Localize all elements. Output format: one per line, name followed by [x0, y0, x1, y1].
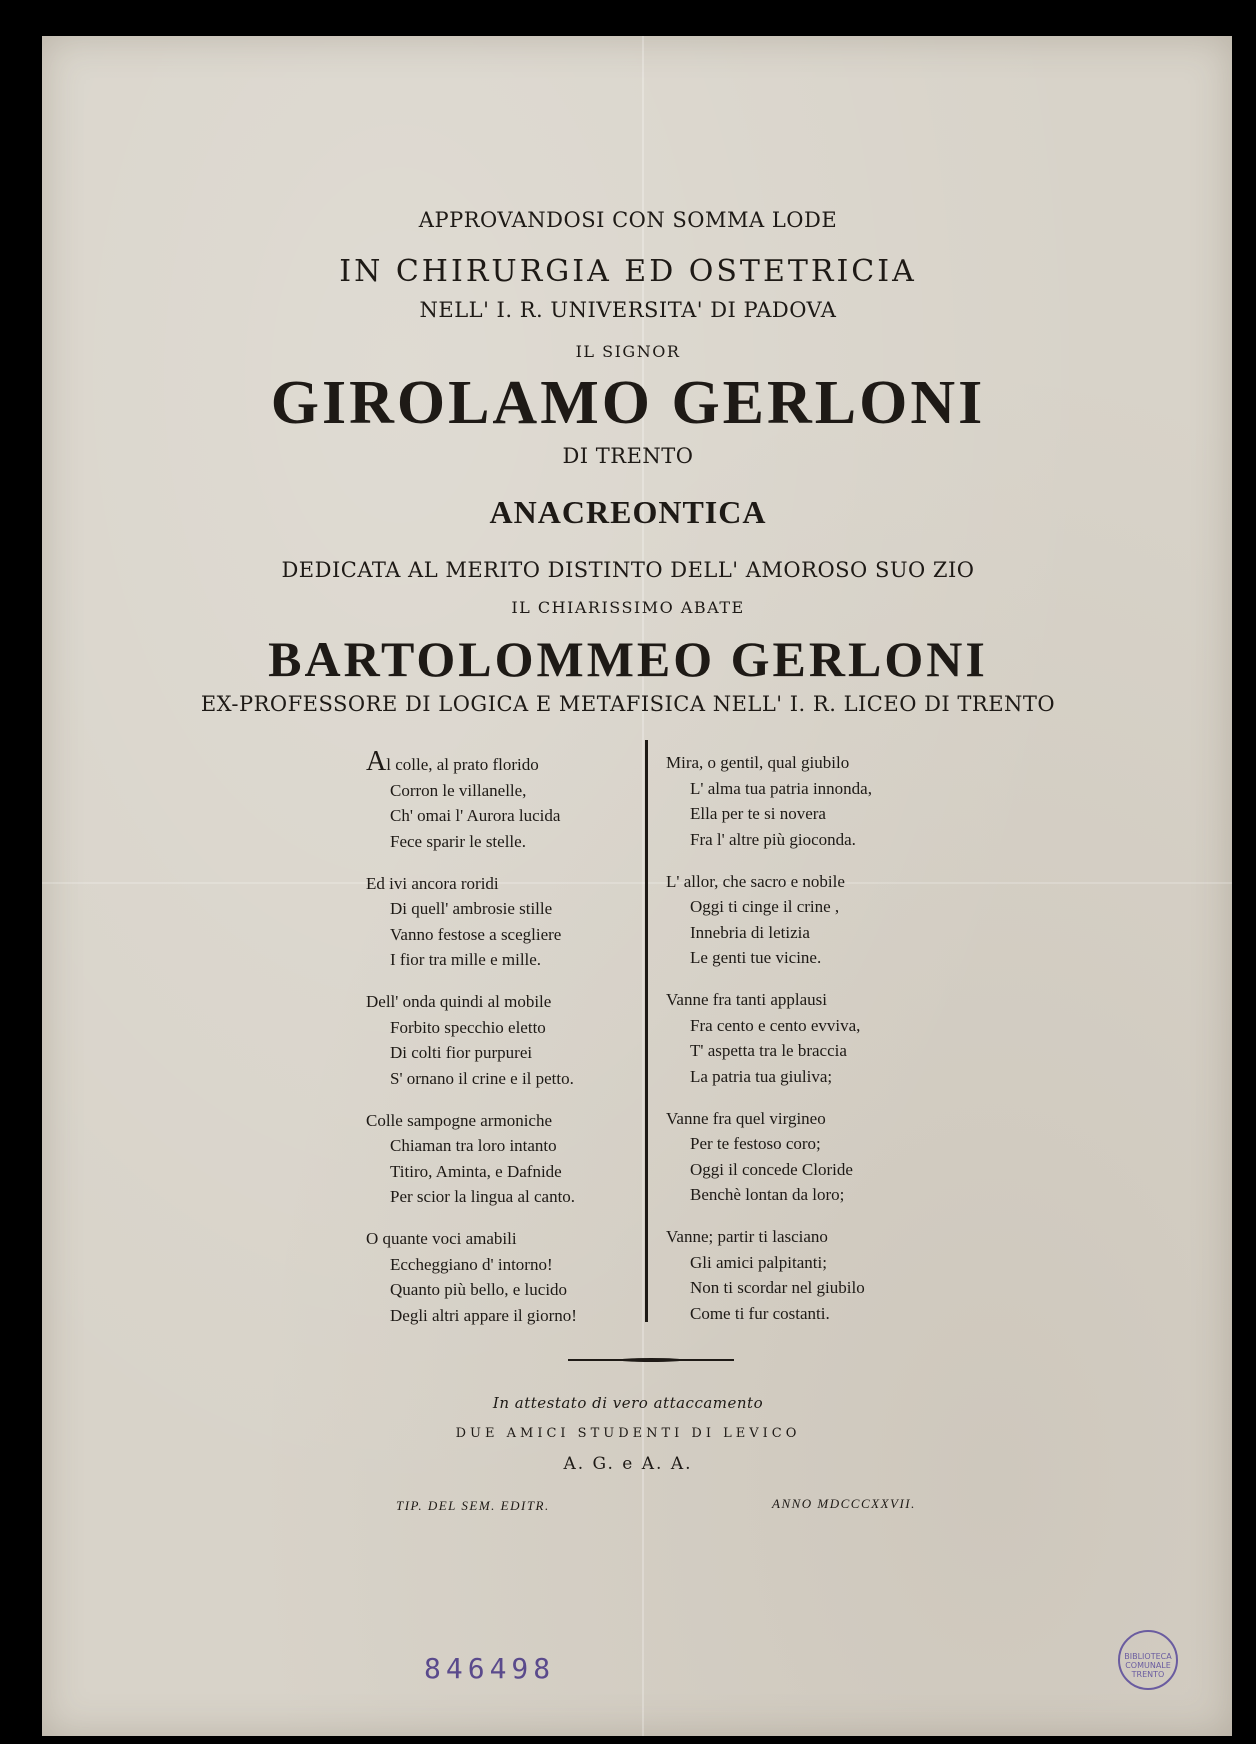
poem-line: S' ornano il crine e il petto. — [390, 1068, 574, 1088]
poem-stanza — [666, 869, 872, 971]
fold-line-horizontal — [42, 882, 1232, 884]
poem-line: Per te festoso coro; — [690, 1134, 821, 1153]
header-line-3: NELL' I. R. UNIVERSITA' DI PADOVA — [419, 298, 837, 322]
poem-line: T' aspetta tra le braccia — [690, 1041, 847, 1060]
poem-line: Di colti fior purpurei — [390, 1043, 533, 1062]
poem-line: I fior tra mille e mille. — [390, 950, 542, 969]
genre-title: ANACREONTICA — [489, 494, 767, 530]
poem-line: Fra cento e cento evviva, — [690, 1015, 861, 1035]
poem-line: Chiaman tra loro intanto — [390, 1136, 557, 1155]
poem-stanza — [666, 987, 872, 1089]
poem-line: Le genti tue vicine. — [690, 948, 822, 967]
poem-line: Ella per te si novera — [690, 804, 826, 823]
header-line-4: IL SIGNOR — [575, 342, 681, 361]
poem-stanza — [366, 989, 577, 1091]
poem-line: Oggi il concede Cloride — [690, 1159, 853, 1179]
poem-stanza — [366, 1226, 577, 1328]
poem-line: Gli amici palpitanti; — [690, 1252, 827, 1272]
dedication-line: DEDICATA AL MERITO DISTINTO DELL' AMOROSO SUO ZIO — [281, 558, 975, 582]
poem-line: Quanto più bello, e lucido — [390, 1280, 568, 1299]
honoree-origin: DI TRENTO — [562, 444, 694, 468]
poem-line: L' alma tua patria innonda, — [690, 778, 872, 798]
poem-line: Per scior la lingua al canto. — [390, 1187, 576, 1206]
library-stamp-text: BIBLIOTECA COMUNALE TRENTO — [1124, 1652, 1172, 1679]
poem-line-text: l colle, al prato florido — [386, 755, 539, 774]
poem-line: Colle sampogne armoniche — [366, 1110, 553, 1130]
poem-line: Ch' omai l' Aurora lucida — [390, 806, 561, 825]
dedicatee-title: IL CHIARISSIMO ABATE — [511, 598, 745, 617]
document-sheet — [42, 36, 1232, 1736]
poem-line: Non ti scordar nel giubilo — [690, 1278, 865, 1297]
poem-line: Come ti fur costanti. — [690, 1303, 830, 1323]
library-stamp — [1118, 1630, 1178, 1690]
poem-line: Vanne; partir ti lasciano — [666, 1227, 828, 1246]
inventory-number: 846498 — [424, 1652, 556, 1685]
poem-line: Oggi ti cinge il crine , — [690, 897, 840, 916]
column-divider — [645, 740, 648, 1322]
poem-left-column — [366, 746, 577, 1345]
dedicatee-name: BARTOLOMMEO GERLONI — [268, 631, 988, 687]
poem-line: Fece sparir le stelle. — [390, 831, 526, 851]
poem-line: Titiro, Aminta, e Dafnide — [390, 1161, 562, 1181]
poem-stanza — [366, 746, 577, 854]
poem-stanza — [666, 1224, 872, 1326]
poem-right-column — [666, 750, 872, 1343]
poem-dropcap: A — [366, 746, 387, 777]
poem-line: Vanne fra tanti applausi — [666, 990, 827, 1009]
poem-line: Corron le villanelle, — [390, 780, 527, 800]
poem-line: Innebria di letizia — [690, 922, 810, 942]
poem-line: Mira, o gentil, qual giubilo — [666, 753, 850, 772]
header-line-2: IN CHIRURGIA ED OSTETRICIA — [339, 254, 917, 289]
authors-line: DUE AMICI STUDENTI DI LEVICO — [455, 1426, 801, 1441]
ornamental-rule — [568, 1359, 734, 1361]
dedicatee-role: EX-PROFESSORE DI LOGICA E METAFISICA NELL' I. R. LICEO DI TRENTO — [200, 692, 1056, 716]
poem-stanza — [366, 871, 577, 973]
poem-stanza — [666, 750, 872, 852]
poem-line: L' allor, che sacro e nobile — [666, 871, 845, 891]
poem-line: La patria tua giuliva; — [690, 1066, 833, 1086]
printer-line: TIP. DEL SEM. EDITR. — [396, 1498, 550, 1513]
poem-line: Ed ivi ancora roridi — [366, 873, 499, 893]
honoree-name: GIROLAMO GERLONI — [270, 369, 986, 437]
attestation-line: In attestato di vero attaccamento — [492, 1394, 764, 1412]
initials-line: A. G. e A. A. — [563, 1454, 693, 1474]
poem-line — [366, 746, 577, 778]
poem-line: Eccheggiano d' intorno! — [390, 1254, 553, 1274]
poem-line: Forbito specchio eletto — [390, 1017, 546, 1037]
header-line-1: APPROVANDOSI CON SOMMA LODE — [418, 208, 838, 232]
poem-line: Degli altri appare il giorno! — [390, 1305, 577, 1325]
poem-line: Di quell' ambrosie stille — [390, 899, 553, 918]
poem-line: O quante voci amabili — [366, 1229, 517, 1248]
poem-stanza — [666, 1106, 872, 1208]
poem-line: Vanno festose a scegliere — [390, 924, 562, 944]
poem-line: Benchè lontan da loro; — [690, 1185, 845, 1204]
poem-stanza — [366, 1108, 577, 1210]
year-line: ANNO MDCCCXXVII. — [772, 1496, 916, 1511]
fold-line-vertical — [642, 36, 644, 1736]
poem-line: Fra l' altre più gioconda. — [690, 829, 856, 849]
poem-line: Dell' onda quindi al mobile — [366, 992, 552, 1011]
poem-line: Vanne fra quel virgineo — [666, 1108, 826, 1128]
